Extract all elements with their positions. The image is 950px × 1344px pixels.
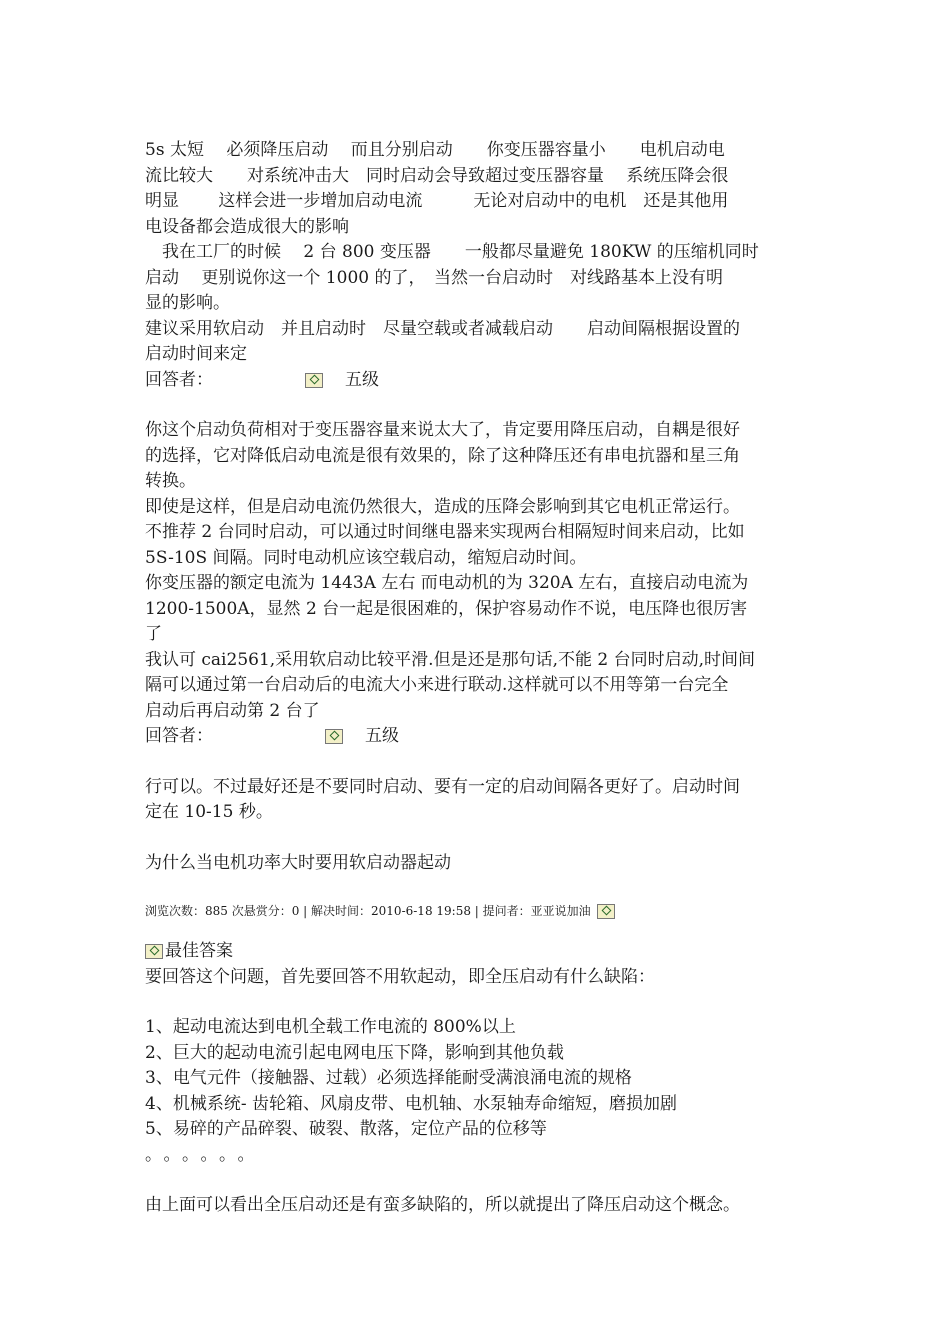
answer-line: 流比较大 对系统冲击大 同时启动会导致超过变压器容量 系统压降会很 xyxy=(145,165,729,186)
answer-line: 明显 这样会进一步增加启动电流 无论对启动中的电机 还是其他用 xyxy=(145,191,729,211)
answerer-label: 回答者： xyxy=(145,726,213,746)
answer-line: 电设备都会造成很大的影响 xyxy=(145,216,349,237)
answer-2 xyxy=(145,418,810,750)
answer-line: 不推荐 2 台同时启动，可以通过时间继电器来实现两台相隔短时间来启动，比如 xyxy=(145,522,745,542)
answerer-label: 回答者： xyxy=(145,369,213,390)
answer-line: 建议采用软启动 并且启动时 尽量空载或者减载启动 启动间隔根据设置的 xyxy=(145,318,740,339)
answer-3 xyxy=(145,775,810,826)
answer-line: 启动 更别说你这一个 1000 的了， 当然一台启动时 对线路基本上没有明 xyxy=(145,267,723,288)
best-answer-label: 最佳答案 xyxy=(165,941,233,961)
answer-line: 启动时间来定 xyxy=(145,344,247,364)
conclusion-text: 由上面可以看出全压启动还是有蛮多缺陷的，所以就提出了降压启动这个概念。 xyxy=(145,1195,740,1215)
list-item: 4、机械系统- 齿轮箱、风扇皮带、电机轴、水泵轴寿命缩短，磨损加剧 xyxy=(145,1093,677,1114)
answer-line: 5s 太短 必须降压启动 而且分别启动 你变压器容量小 电机启动电 xyxy=(145,140,725,160)
answer-line: 隔可以通过第一台启动后的电流大小来进行联动.这样就可以不用等第一台完全 xyxy=(145,675,729,695)
question-stats xyxy=(145,901,810,921)
list-item: 5、易碎的产品碎裂、破裂、散落，定位产品的位移等 xyxy=(145,1119,547,1139)
answer-line: 5S-10S 间隔。同时电动机应该空载启动，缩短启动时间。 xyxy=(145,547,587,568)
answer-line: 的选择，它对降低启动电流是很有效果的，除了这种降压还有串电抗器和星三角 xyxy=(145,445,740,466)
answer-line: 定在 10-15 秒。 xyxy=(145,802,273,822)
answer-line: 即使是这样，但是启动电流仍然很大，造成的压降会影响到其它电机正常运行。 xyxy=(145,496,740,517)
best-answer-icon xyxy=(145,944,163,959)
stats-text: 浏览次数：885 次悬赏分：0 | 解决时间：2010-6-18 19:58 | 提问者：亚亚说加油 xyxy=(145,904,591,918)
best-answer-intro: 要回答这个问题，首先要回答不用软起动，即全压启动有什么缺陷： xyxy=(145,966,655,987)
answerer-level: 五级 xyxy=(345,369,379,390)
list-item: 2、巨大的起动电流引起电网电压下降，影响到其他负载 xyxy=(145,1042,564,1063)
answerer-level: 五级 xyxy=(365,726,399,746)
defect-list xyxy=(145,1015,810,1168)
answer-line: 我在工厂的时候 2 台 800 变压器 一般都尽量避免 180KW 的压缩机同时 xyxy=(145,242,759,262)
list-item: 1、起动电流达到电机全载工作电流的 800%以上 xyxy=(145,1017,516,1037)
answer-1 xyxy=(145,138,810,393)
document-page xyxy=(145,138,810,1219)
ellipsis-dots: 。。。。。。 xyxy=(145,1144,265,1165)
answer-line: 你变压器的额定电流为 1443A 左右 而电动机的为 320A 左右，直接启动电流为 xyxy=(145,573,749,593)
answer-line: 1200-1500A，显然 2 台一起是很困难的，保护容易动作不说，电压降也很厉害 xyxy=(145,598,748,619)
user-badge-icon[interactable] xyxy=(305,373,323,388)
list-item: 3、电气元件（接触器、过载）必须选择能耐受满浪涌电流的规格 xyxy=(145,1068,632,1088)
best-answer-header xyxy=(145,939,810,965)
user-badge-icon[interactable] xyxy=(597,904,615,919)
answer-line: 转换。 xyxy=(145,471,196,491)
answer-line: 显的影响。 xyxy=(145,293,230,313)
answer-line: 你这个启动负荷相对于变压器容量来说太大了，肯定要用降压启动，自耦是很好 xyxy=(145,420,740,440)
user-badge-icon[interactable] xyxy=(325,729,343,744)
answer-line: 了 xyxy=(145,624,162,644)
answer-line: 我认可 cai2561,采用软启动比较平滑.但是还是那句话,不能 2 台同时启动,时间间 xyxy=(145,649,755,670)
answer-line: 行可以。不过最好还是不要同时启动、要有一定的启动间隔各更好了。启动时间 xyxy=(145,776,740,797)
answer-line: 启动后再启动第 2 台了 xyxy=(145,700,320,721)
question-title[interactable]: 为什么当电机功率大时要用软启动器起动 xyxy=(145,852,451,873)
answerer-row xyxy=(145,724,810,750)
answerer-row xyxy=(145,368,810,394)
